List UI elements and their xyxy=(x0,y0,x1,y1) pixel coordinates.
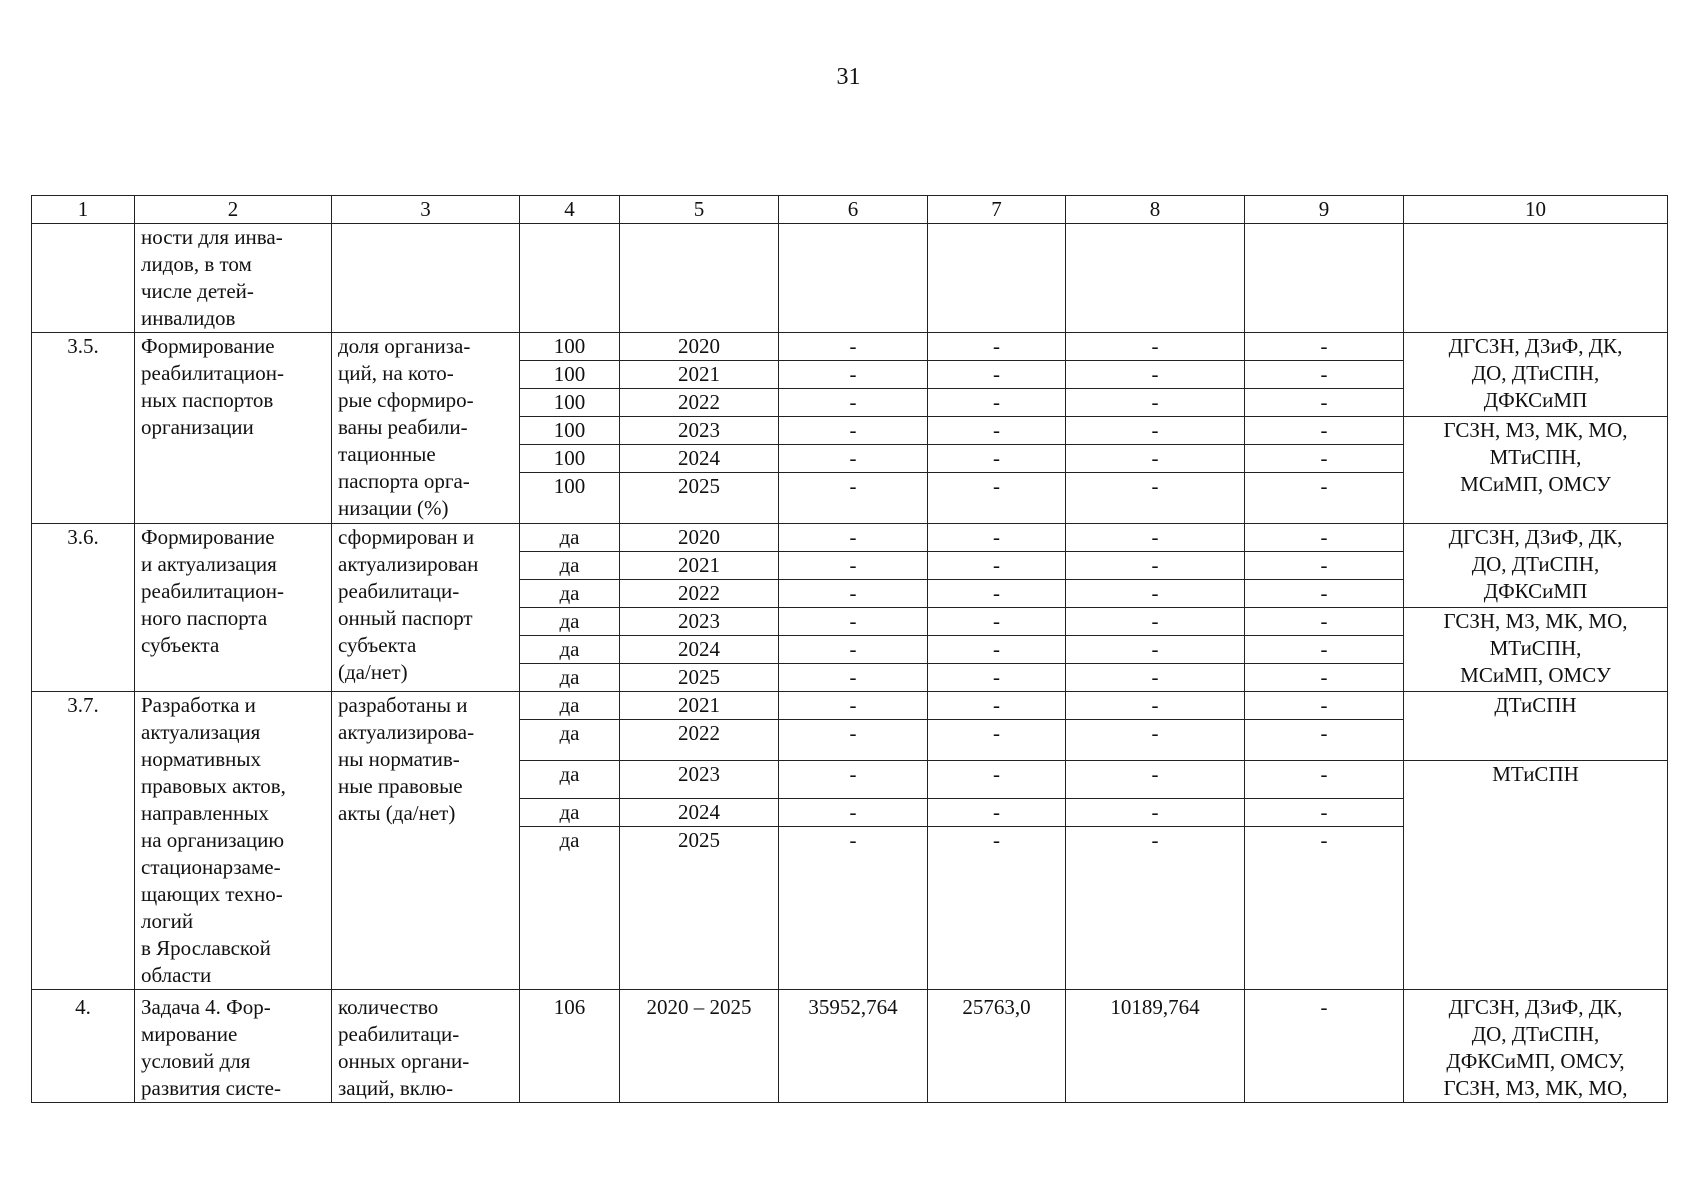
funding-federal: - xyxy=(928,636,1066,664)
indicator-text: доля организа- ций, на кото- рые сформиро- ваны реабили- тационные паспорта орга- низации (%) xyxy=(332,333,520,524)
continued-task-name: ности для инва- лидов, в том числе детей- инвалидов xyxy=(135,224,332,333)
funding-other: - xyxy=(1245,608,1404,636)
indicator-value: 100 xyxy=(520,417,620,445)
year-cell: 2024 xyxy=(620,445,779,473)
indicator-value: да xyxy=(520,636,620,664)
funding-federal: - xyxy=(928,580,1066,608)
funding-other: - xyxy=(1245,473,1404,524)
funding-regional: - xyxy=(1066,608,1245,636)
column-number: 8 xyxy=(1066,196,1245,224)
indicator-value: да xyxy=(520,761,620,799)
row-number: 3.6. xyxy=(32,524,135,692)
year-cell: 2022 xyxy=(620,580,779,608)
column-number: 6 xyxy=(779,196,928,224)
indicator-value: да xyxy=(520,580,620,608)
funding-regional: - xyxy=(1066,636,1245,664)
funding-federal: - xyxy=(928,389,1066,417)
indicator-value: 100 xyxy=(520,361,620,389)
indicator-text: количество реабилитаци- онных органи- заций, вклю- xyxy=(332,990,520,1103)
funding-other: - xyxy=(1245,445,1404,473)
funding-federal: - xyxy=(928,524,1066,552)
funding-regional: - xyxy=(1066,580,1245,608)
funding-regional: - xyxy=(1066,445,1245,473)
funding-total: - xyxy=(779,389,928,417)
row-number: 3.7. xyxy=(32,692,135,990)
funding-other: - xyxy=(1245,720,1404,761)
indicator-text: сформирован и актуализирован реабилитаци- онный паспорт субъекта (да/нет) xyxy=(332,524,520,692)
table-row xyxy=(32,524,1668,552)
executors: ДГСЗН, ДЗиФ, ДК, ДО, ДТиСПН, ДФКСиМП, ОМСУ, ГСЗН, МЗ, МК, МО, xyxy=(1404,990,1668,1103)
indicator-value: да xyxy=(520,664,620,692)
year-cell: 2024 xyxy=(620,636,779,664)
year-cell: 2023 xyxy=(620,761,779,799)
funding-other: - xyxy=(1245,799,1404,827)
funding-regional: - xyxy=(1066,799,1245,827)
column-number: 10 xyxy=(1404,196,1668,224)
funding-regional: - xyxy=(1066,552,1245,580)
executors-federal: МТиСПН xyxy=(1404,761,1668,990)
table-row xyxy=(32,333,1668,361)
funding-federal: - xyxy=(928,720,1066,761)
column-number: 3 xyxy=(332,196,520,224)
funding-other: - xyxy=(1245,692,1404,720)
funding-federal: - xyxy=(928,761,1066,799)
funding-federal: - xyxy=(928,445,1066,473)
funding-other: - xyxy=(1245,636,1404,664)
program-table xyxy=(31,195,1668,1103)
indicator-value: да xyxy=(520,692,620,720)
funding-total: - xyxy=(779,552,928,580)
column-number: 5 xyxy=(620,196,779,224)
year-cell: 2020 xyxy=(620,333,779,361)
funding-federal: 25763,0 xyxy=(928,990,1066,1103)
indicator-value: да xyxy=(520,827,620,990)
funding-federal: - xyxy=(928,333,1066,361)
funding-total: - xyxy=(779,473,928,524)
funding-federal: - xyxy=(928,799,1066,827)
funding-total: - xyxy=(779,827,928,990)
funding-federal: - xyxy=(928,552,1066,580)
funding-regional: - xyxy=(1066,664,1245,692)
indicator-value: 100 xyxy=(520,473,620,524)
year-cell: 2021 xyxy=(620,361,779,389)
funding-total: - xyxy=(779,361,928,389)
funding-regional: - xyxy=(1066,333,1245,361)
column-number: 1 xyxy=(32,196,135,224)
funding-total: - xyxy=(779,580,928,608)
indicator-value: да xyxy=(520,799,620,827)
year-cell: 2025 xyxy=(620,827,779,990)
funding-other: - xyxy=(1245,664,1404,692)
measure-name: Разработка и актуализация нормативных правовых актов, направленных на организацию стационарзаме- щающих техно- логий в Ярославской области xyxy=(135,692,332,990)
funding-regional: - xyxy=(1066,361,1245,389)
column-number: 7 xyxy=(928,196,1066,224)
funding-regional: - xyxy=(1066,827,1245,990)
funding-total: 35952,764 xyxy=(779,990,928,1103)
funding-regional: - xyxy=(1066,389,1245,417)
funding-regional: 10189,764 xyxy=(1066,990,1245,1103)
funding-federal: - xyxy=(928,827,1066,990)
period-cell: 2020 – 2025 xyxy=(620,990,779,1103)
funding-other: - xyxy=(1245,827,1404,990)
indicator-value: да xyxy=(520,552,620,580)
funding-other: - xyxy=(1245,761,1404,799)
year-cell: 2020 xyxy=(620,524,779,552)
column-number: 9 xyxy=(1245,196,1404,224)
funding-regional: - xyxy=(1066,761,1245,799)
funding-other: - xyxy=(1245,990,1404,1103)
funding-total: - xyxy=(779,524,928,552)
table-row xyxy=(32,692,1668,720)
funding-federal: - xyxy=(928,361,1066,389)
indicator-value: 106 xyxy=(520,990,620,1103)
indicator-text: разработаны и актуализирова- ны норматив- ные правовые акты (да/нет) xyxy=(332,692,520,990)
funding-total: - xyxy=(779,636,928,664)
indicator-value: да xyxy=(520,720,620,761)
year-cell: 2021 xyxy=(620,692,779,720)
column-number: 4 xyxy=(520,196,620,224)
row-number: 4. xyxy=(32,990,135,1103)
task-name: Задача 4. Фор- мирование условий для развития систе- xyxy=(135,990,332,1103)
funding-regional: - xyxy=(1066,417,1245,445)
executors-regional: ДГСЗН, ДЗиФ, ДК, ДО, ДТиСПН, ДФКСиМП xyxy=(1404,524,1668,608)
funding-federal: - xyxy=(928,473,1066,524)
funding-other: - xyxy=(1245,524,1404,552)
funding-other: - xyxy=(1245,417,1404,445)
indicator-value: 100 xyxy=(520,445,620,473)
funding-federal: - xyxy=(928,608,1066,636)
year-cell: 2022 xyxy=(620,720,779,761)
executors-regional: ДТиСПН xyxy=(1404,692,1668,761)
funding-regional: - xyxy=(1066,524,1245,552)
funding-other: - xyxy=(1245,361,1404,389)
year-cell: 2023 xyxy=(620,417,779,445)
funding-total: - xyxy=(779,692,928,720)
funding-other: - xyxy=(1245,552,1404,580)
year-cell: 2023 xyxy=(620,608,779,636)
funding-regional: - xyxy=(1066,692,1245,720)
year-cell: 2021 xyxy=(620,552,779,580)
funding-other: - xyxy=(1245,580,1404,608)
indicator-value: да xyxy=(520,524,620,552)
executors-federal: ГСЗН, МЗ, МК, МО, МТиСПН, МСиМП, ОМСУ xyxy=(1404,417,1668,524)
funding-total: - xyxy=(779,333,928,361)
funding-total: - xyxy=(779,799,928,827)
funding-total: - xyxy=(779,761,928,799)
funding-other: - xyxy=(1245,389,1404,417)
executors-federal: ГСЗН, МЗ, МК, МО, МТиСПН, МСиМП, ОМСУ xyxy=(1404,608,1668,692)
executors-regional: ДГСЗН, ДЗиФ, ДК, ДО, ДТиСПН, ДФКСиМП xyxy=(1404,333,1668,417)
funding-federal: - xyxy=(928,417,1066,445)
funding-total: - xyxy=(779,445,928,473)
year-cell: 2024 xyxy=(620,799,779,827)
funding-regional: - xyxy=(1066,720,1245,761)
measure-name: Формирование реабилитацион- ных паспортов организации xyxy=(135,333,332,524)
indicator-value: 100 xyxy=(520,389,620,417)
table-row xyxy=(32,990,1668,1103)
indicator-value: 100 xyxy=(520,333,620,361)
measure-name: Формирование и актуализация реабилитацион- ного паспорта субъекта xyxy=(135,524,332,692)
row-number: 3.5. xyxy=(32,333,135,524)
funding-federal: - xyxy=(928,692,1066,720)
year-cell: 2025 xyxy=(620,473,779,524)
funding-total: - xyxy=(779,417,928,445)
page-number: 31 xyxy=(836,64,861,90)
indicator-value: да xyxy=(520,608,620,636)
column-number: 2 xyxy=(135,196,332,224)
year-cell: 2025 xyxy=(620,664,779,692)
column-number-row xyxy=(32,196,1668,224)
funding-other: - xyxy=(1245,333,1404,361)
funding-regional: - xyxy=(1066,473,1245,524)
year-cell: 2022 xyxy=(620,389,779,417)
funding-total: - xyxy=(779,664,928,692)
funding-federal: - xyxy=(928,664,1066,692)
continuation-row xyxy=(32,224,1668,333)
funding-total: - xyxy=(779,608,928,636)
funding-total: - xyxy=(779,720,928,761)
